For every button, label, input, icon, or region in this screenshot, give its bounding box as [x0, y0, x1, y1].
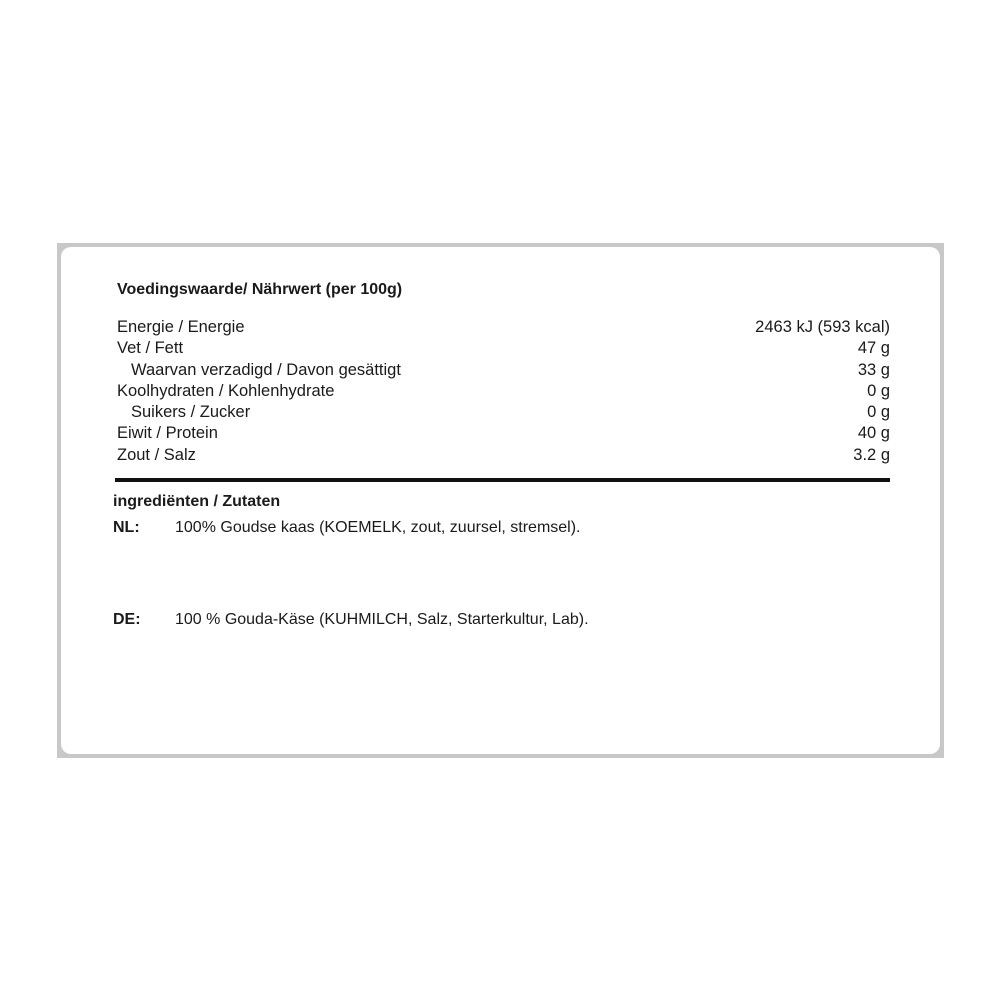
language-code-de: DE: [113, 611, 141, 628]
nutrient-value: 2463 kJ (593 kcal) [755, 318, 890, 336]
ingredients-text-de: 100 % Gouda-Käse (KUHMILCH, Salz, Starterkultur, Lab). [175, 611, 589, 628]
nutrition-row-carbohydrates [117, 381, 890, 402]
ingredients-de [113, 611, 589, 629]
nutrient-name: Zout / Salz [117, 445, 196, 464]
nutrient-value: 33 g [857, 360, 890, 379]
nutrition-row-protein [117, 423, 890, 444]
nutrient-name: Waarvan verzadigd / Davon gesättigt [131, 360, 401, 379]
nutrient-value: 0 g [867, 381, 890, 400]
nutrient-value: 3.2 g [853, 445, 890, 464]
nutrition-table [117, 317, 890, 466]
label-frame [57, 243, 944, 758]
nutrition-row-salt [117, 445, 890, 466]
ingredients-text-nl: 100% Goudse kaas (KOEMELK, zout, zuursel, stremsel). [175, 519, 581, 536]
nutrition-row-fat [117, 338, 890, 359]
nutrient-name: Koolhydraten / Kohlenhydrate [117, 381, 335, 400]
nutrient-name: Suikers / Zucker [131, 403, 251, 422]
language-code-nl: NL: [113, 519, 140, 536]
section-divider [115, 478, 890, 482]
nutrient-value: 40 g [857, 424, 890, 443]
nutrition-row-sugars [117, 402, 890, 423]
ingredients-title: ingrediënten / Zutaten [113, 493, 281, 510]
nutrition-row-saturated-fat [117, 360, 890, 381]
nutrition-title: Voedingswaarde/ Nährwert (per 100g) [117, 281, 403, 298]
nutrient-value: 0 g [867, 403, 890, 422]
ingredients-nl [113, 519, 581, 537]
nutrition-row-energy [117, 317, 890, 338]
label-card [61, 247, 940, 754]
nutrient-value: 47 g [857, 339, 890, 358]
nutrient-name: Eiwit / Protein [117, 424, 218, 443]
nutrient-name: Energie / Energie [117, 318, 245, 336]
nutrient-name: Vet / Fett [117, 339, 184, 358]
